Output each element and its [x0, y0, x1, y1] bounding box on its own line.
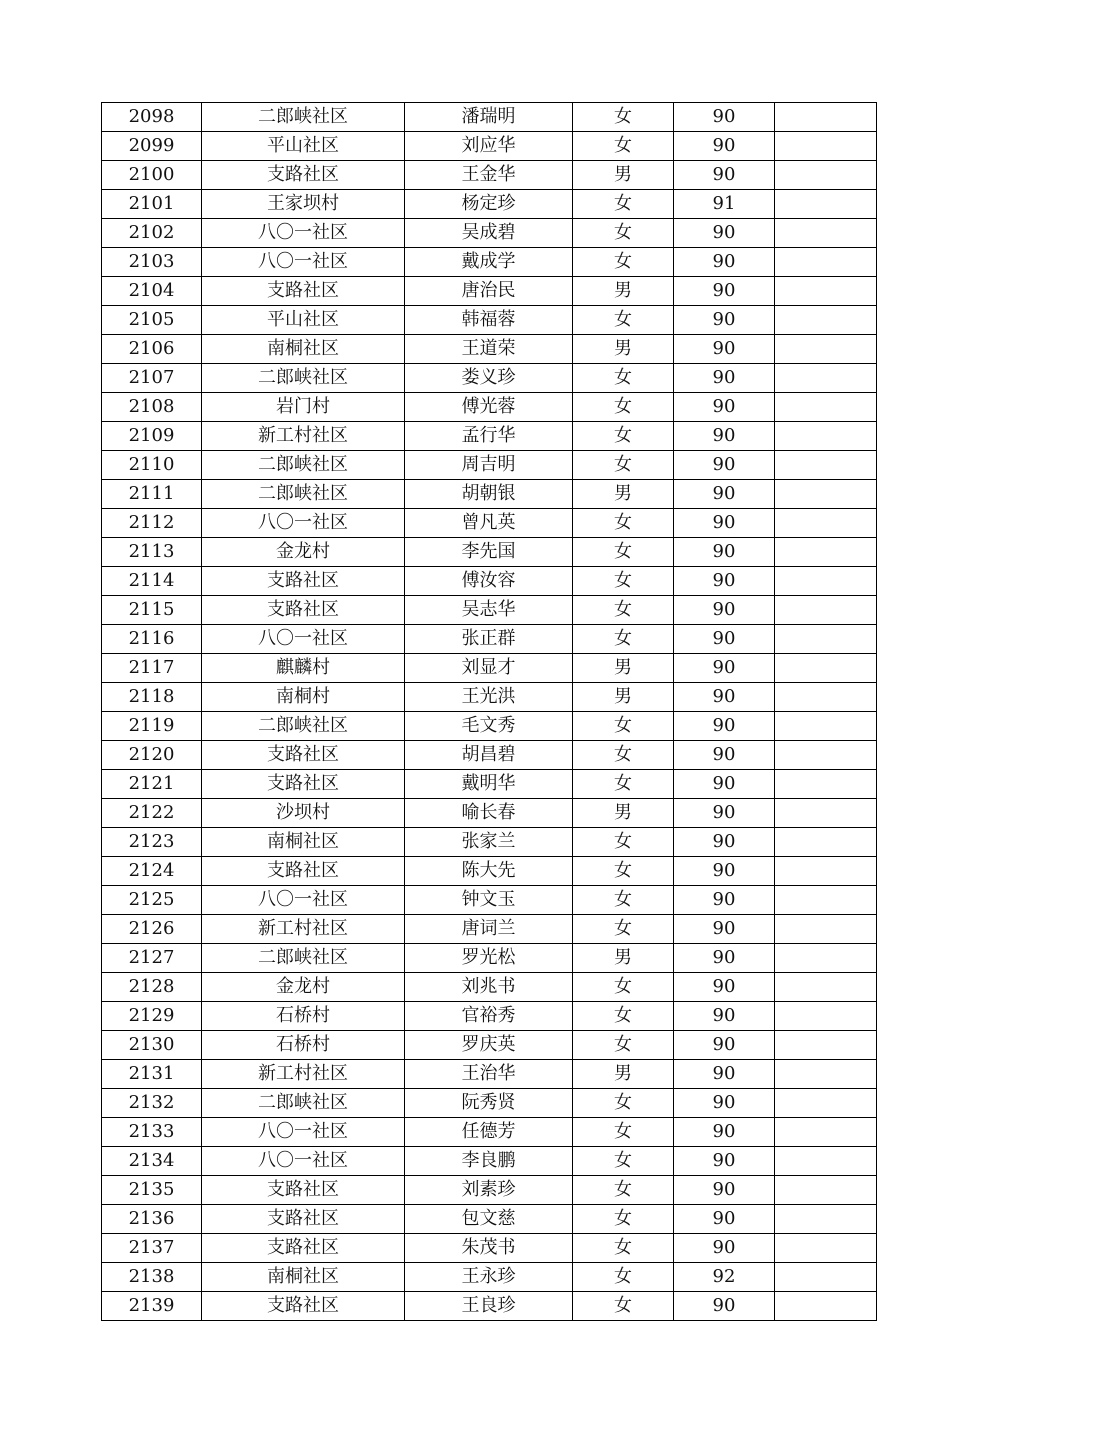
person-name-cell: 钟文玉: [405, 886, 573, 915]
table-row: [102, 1002, 877, 1031]
community-cell: 支路社区: [202, 1292, 405, 1321]
person-name-cell: 罗光松: [405, 944, 573, 973]
serial-number-cell: 2103: [102, 248, 202, 277]
remarks-cell: [775, 683, 877, 712]
serial-number-cell: 2130: [102, 1031, 202, 1060]
community-cell: 八〇一社区: [202, 1118, 405, 1147]
remarks-cell: [775, 103, 877, 132]
gender-cell: 女: [573, 509, 674, 538]
table-row: [102, 683, 877, 712]
community-cell: 岩门村: [202, 393, 405, 422]
table-row: [102, 190, 877, 219]
community-cell: 二郎峡社区: [202, 944, 405, 973]
person-name-cell: 胡朝银: [405, 480, 573, 509]
community-cell: 石桥村: [202, 1002, 405, 1031]
community-cell: 支路社区: [202, 1234, 405, 1263]
age-cell: 90: [674, 799, 775, 828]
age-cell: 90: [674, 596, 775, 625]
gender-cell: 女: [573, 364, 674, 393]
remarks-cell: [775, 857, 877, 886]
serial-number-cell: 2114: [102, 567, 202, 596]
age-cell: 90: [674, 654, 775, 683]
remarks-cell: [775, 1002, 877, 1031]
serial-number-cell: 2123: [102, 828, 202, 857]
remarks-cell: [775, 625, 877, 654]
age-cell: 90: [674, 828, 775, 857]
person-name-cell: 毛文秀: [405, 712, 573, 741]
serial-number-cell: 2099: [102, 132, 202, 161]
person-name-cell: 娄义珍: [405, 364, 573, 393]
serial-number-cell: 2113: [102, 538, 202, 567]
table-row: [102, 1234, 877, 1263]
gender-cell: 女: [573, 190, 674, 219]
age-cell: 90: [674, 886, 775, 915]
age-cell: 90: [674, 422, 775, 451]
remarks-cell: [775, 944, 877, 973]
serial-number-cell: 2115: [102, 596, 202, 625]
person-name-cell: 朱茂书: [405, 1234, 573, 1263]
person-name-cell: 周吉明: [405, 451, 573, 480]
community-cell: 支路社区: [202, 741, 405, 770]
person-name-cell: 李良鹏: [405, 1147, 573, 1176]
community-cell: 平山社区: [202, 132, 405, 161]
table-row: [102, 509, 877, 538]
age-cell: 90: [674, 480, 775, 509]
person-name-cell: 张家兰: [405, 828, 573, 857]
community-cell: 金龙村: [202, 973, 405, 1002]
table-row: [102, 1147, 877, 1176]
person-name-cell: 刘兆书: [405, 973, 573, 1002]
remarks-cell: [775, 1234, 877, 1263]
age-cell: 90: [674, 625, 775, 654]
age-cell: 90: [674, 509, 775, 538]
person-name-cell: 阮秀贤: [405, 1089, 573, 1118]
age-cell: 90: [674, 451, 775, 480]
gender-cell: 女: [573, 596, 674, 625]
serial-number-cell: 2134: [102, 1147, 202, 1176]
person-name-cell: 王道荣: [405, 335, 573, 364]
community-cell: 二郎峡社区: [202, 451, 405, 480]
person-name-cell: 王永珍: [405, 1263, 573, 1292]
remarks-cell: [775, 538, 877, 567]
gender-cell: 女: [573, 1031, 674, 1060]
age-cell: 90: [674, 712, 775, 741]
community-cell: 石桥村: [202, 1031, 405, 1060]
person-name-cell: 潘瑞明: [405, 103, 573, 132]
person-name-cell: 戴成学: [405, 248, 573, 277]
serial-number-cell: 2128: [102, 973, 202, 1002]
community-cell: 八〇一社区: [202, 248, 405, 277]
gender-cell: 女: [573, 712, 674, 741]
table-row: [102, 770, 877, 799]
gender-cell: 男: [573, 654, 674, 683]
remarks-cell: [775, 712, 877, 741]
remarks-cell: [775, 886, 877, 915]
serial-number-cell: 2104: [102, 277, 202, 306]
gender-cell: 男: [573, 1060, 674, 1089]
table-row: [102, 248, 877, 277]
serial-number-cell: 2119: [102, 712, 202, 741]
remarks-cell: [775, 509, 877, 538]
person-name-cell: 刘素珍: [405, 1176, 573, 1205]
serial-number-cell: 2137: [102, 1234, 202, 1263]
gender-cell: 女: [573, 1002, 674, 1031]
person-name-cell: 陈大先: [405, 857, 573, 886]
person-name-cell: 吴志华: [405, 596, 573, 625]
age-cell: 90: [674, 306, 775, 335]
age-cell: 90: [674, 915, 775, 944]
table-row: [102, 741, 877, 770]
age-cell: 92: [674, 1263, 775, 1292]
remarks-cell: [775, 1118, 877, 1147]
table-row: [102, 364, 877, 393]
community-cell: 支路社区: [202, 567, 405, 596]
remarks-cell: [775, 770, 877, 799]
community-cell: 新工村社区: [202, 422, 405, 451]
gender-cell: 女: [573, 1147, 674, 1176]
age-cell: 90: [674, 1176, 775, 1205]
age-cell: 90: [674, 277, 775, 306]
person-name-cell: 杨定珍: [405, 190, 573, 219]
person-name-cell: 韩福蓉: [405, 306, 573, 335]
community-cell: 八〇一社区: [202, 1147, 405, 1176]
person-name-cell: 喻长春: [405, 799, 573, 828]
gender-cell: 男: [573, 335, 674, 364]
serial-number-cell: 2107: [102, 364, 202, 393]
table-row: [102, 1263, 877, 1292]
age-cell: 90: [674, 335, 775, 364]
community-cell: 八〇一社区: [202, 219, 405, 248]
remarks-cell: [775, 480, 877, 509]
remarks-cell: [775, 596, 877, 625]
table-row: [102, 1089, 877, 1118]
age-cell: 90: [674, 1089, 775, 1118]
serial-number-cell: 2131: [102, 1060, 202, 1089]
table-row: [102, 277, 877, 306]
gender-cell: 女: [573, 741, 674, 770]
age-cell: 90: [674, 1118, 775, 1147]
table-row: [102, 596, 877, 625]
remarks-cell: [775, 335, 877, 364]
gender-cell: 女: [573, 915, 674, 944]
table-row: [102, 1031, 877, 1060]
remarks-cell: [775, 741, 877, 770]
gender-cell: 女: [573, 132, 674, 161]
gender-cell: 女: [573, 103, 674, 132]
remarks-cell: [775, 306, 877, 335]
age-cell: 90: [674, 1031, 775, 1060]
gender-cell: 女: [573, 567, 674, 596]
table-row: [102, 480, 877, 509]
table-row: [102, 799, 877, 828]
person-name-cell: 孟行华: [405, 422, 573, 451]
serial-number-cell: 2120: [102, 741, 202, 770]
community-cell: 麒麟村: [202, 654, 405, 683]
gender-cell: 男: [573, 944, 674, 973]
age-cell: 90: [674, 683, 775, 712]
serial-number-cell: 2109: [102, 422, 202, 451]
table-row: [102, 857, 877, 886]
table-row: [102, 886, 877, 915]
age-cell: 90: [674, 1002, 775, 1031]
person-name-cell: 李先国: [405, 538, 573, 567]
serial-number-cell: 2122: [102, 799, 202, 828]
remarks-cell: [775, 132, 877, 161]
gender-cell: 男: [573, 161, 674, 190]
serial-number-cell: 2098: [102, 103, 202, 132]
remarks-cell: [775, 1060, 877, 1089]
age-cell: 90: [674, 741, 775, 770]
gender-cell: 女: [573, 770, 674, 799]
gender-cell: 女: [573, 306, 674, 335]
age-cell: 90: [674, 538, 775, 567]
age-cell: 90: [674, 567, 775, 596]
table-row: [102, 335, 877, 364]
remarks-cell: [775, 1031, 877, 1060]
serial-number-cell: 2121: [102, 770, 202, 799]
age-cell: 90: [674, 1147, 775, 1176]
remarks-cell: [775, 828, 877, 857]
serial-number-cell: 2102: [102, 219, 202, 248]
gender-cell: 男: [573, 799, 674, 828]
gender-cell: 女: [573, 1263, 674, 1292]
remarks-cell: [775, 1147, 877, 1176]
table-row: [102, 422, 877, 451]
age-cell: 90: [674, 1234, 775, 1263]
community-cell: 二郎峡社区: [202, 103, 405, 132]
age-cell: 90: [674, 103, 775, 132]
gender-cell: 男: [573, 480, 674, 509]
gender-cell: 女: [573, 1205, 674, 1234]
remarks-cell: [775, 1205, 877, 1234]
roster-table: [101, 102, 877, 1321]
remarks-cell: [775, 654, 877, 683]
serial-number-cell: 2117: [102, 654, 202, 683]
table-row: [102, 567, 877, 596]
serial-number-cell: 2101: [102, 190, 202, 219]
community-cell: 沙坝村: [202, 799, 405, 828]
gender-cell: 女: [573, 886, 674, 915]
serial-number-cell: 2112: [102, 509, 202, 538]
table-row: [102, 1205, 877, 1234]
gender-cell: 女: [573, 857, 674, 886]
community-cell: 南桐社区: [202, 1263, 405, 1292]
remarks-cell: [775, 1089, 877, 1118]
gender-cell: 女: [573, 1176, 674, 1205]
person-name-cell: 王良珍: [405, 1292, 573, 1321]
community-cell: 八〇一社区: [202, 886, 405, 915]
gender-cell: 女: [573, 248, 674, 277]
table-row: [102, 103, 877, 132]
serial-number-cell: 2125: [102, 886, 202, 915]
person-name-cell: 唐治民: [405, 277, 573, 306]
age-cell: 90: [674, 393, 775, 422]
community-cell: 二郎峡社区: [202, 364, 405, 393]
table-row: [102, 625, 877, 654]
table-row: [102, 538, 877, 567]
serial-number-cell: 2124: [102, 857, 202, 886]
remarks-cell: [775, 799, 877, 828]
community-cell: 支路社区: [202, 1205, 405, 1234]
table-row: [102, 1118, 877, 1147]
community-cell: 八〇一社区: [202, 509, 405, 538]
serial-number-cell: 2105: [102, 306, 202, 335]
gender-cell: 男: [573, 277, 674, 306]
gender-cell: 女: [573, 973, 674, 1002]
age-cell: 90: [674, 219, 775, 248]
table-row: [102, 161, 877, 190]
community-cell: 支路社区: [202, 277, 405, 306]
community-cell: 新工村社区: [202, 1060, 405, 1089]
community-cell: 南桐社区: [202, 335, 405, 364]
age-cell: 90: [674, 248, 775, 277]
community-cell: 金龙村: [202, 538, 405, 567]
serial-number-cell: 2138: [102, 1263, 202, 1292]
community-cell: 支路社区: [202, 1176, 405, 1205]
table-row: [102, 944, 877, 973]
person-name-cell: 傅光蓉: [405, 393, 573, 422]
community-cell: 南桐社区: [202, 828, 405, 857]
person-name-cell: 张正群: [405, 625, 573, 654]
person-name-cell: 王治华: [405, 1060, 573, 1089]
table-row: [102, 219, 877, 248]
remarks-cell: [775, 1263, 877, 1292]
remarks-cell: [775, 567, 877, 596]
remarks-cell: [775, 277, 877, 306]
remarks-cell: [775, 1292, 877, 1321]
community-cell: 支路社区: [202, 770, 405, 799]
person-name-cell: 刘显才: [405, 654, 573, 683]
serial-number-cell: 2116: [102, 625, 202, 654]
gender-cell: 女: [573, 625, 674, 654]
serial-number-cell: 2126: [102, 915, 202, 944]
roster-table-body: [102, 103, 877, 1321]
person-name-cell: 包文慈: [405, 1205, 573, 1234]
age-cell: 90: [674, 1292, 775, 1321]
age-cell: 90: [674, 857, 775, 886]
serial-number-cell: 2135: [102, 1176, 202, 1205]
gender-cell: 女: [573, 1234, 674, 1263]
age-cell: 90: [674, 161, 775, 190]
community-cell: 支路社区: [202, 596, 405, 625]
age-cell: 91: [674, 190, 775, 219]
remarks-cell: [775, 161, 877, 190]
age-cell: 90: [674, 944, 775, 973]
remarks-cell: [775, 422, 877, 451]
person-name-cell: 戴明华: [405, 770, 573, 799]
serial-number-cell: 2136: [102, 1205, 202, 1234]
person-name-cell: 王金华: [405, 161, 573, 190]
table-row: [102, 1176, 877, 1205]
gender-cell: 女: [573, 393, 674, 422]
age-cell: 90: [674, 770, 775, 799]
gender-cell: 女: [573, 828, 674, 857]
serial-number-cell: 2129: [102, 1002, 202, 1031]
person-name-cell: 王光洪: [405, 683, 573, 712]
serial-number-cell: 2111: [102, 480, 202, 509]
gender-cell: 男: [573, 683, 674, 712]
community-cell: 南桐村: [202, 683, 405, 712]
table-row: [102, 306, 877, 335]
table-row: [102, 1292, 877, 1321]
person-name-cell: 官裕秀: [405, 1002, 573, 1031]
serial-number-cell: 2106: [102, 335, 202, 364]
serial-number-cell: 2139: [102, 1292, 202, 1321]
person-name-cell: 傅汝容: [405, 567, 573, 596]
remarks-cell: [775, 248, 877, 277]
table-row: [102, 132, 877, 161]
gender-cell: 女: [573, 1089, 674, 1118]
community-cell: 支路社区: [202, 857, 405, 886]
community-cell: 八〇一社区: [202, 625, 405, 654]
remarks-cell: [775, 973, 877, 1002]
person-name-cell: 刘应华: [405, 132, 573, 161]
serial-number-cell: 2118: [102, 683, 202, 712]
remarks-cell: [775, 364, 877, 393]
remarks-cell: [775, 219, 877, 248]
age-cell: 90: [674, 973, 775, 1002]
serial-number-cell: 2133: [102, 1118, 202, 1147]
community-cell: 支路社区: [202, 161, 405, 190]
gender-cell: 女: [573, 422, 674, 451]
person-name-cell: 吴成碧: [405, 219, 573, 248]
serial-number-cell: 2132: [102, 1089, 202, 1118]
community-cell: 平山社区: [202, 306, 405, 335]
table-row: [102, 451, 877, 480]
gender-cell: 女: [573, 451, 674, 480]
table-row: [102, 1060, 877, 1089]
age-cell: 90: [674, 1205, 775, 1234]
serial-number-cell: 2108: [102, 393, 202, 422]
person-name-cell: 任德芳: [405, 1118, 573, 1147]
table-row: [102, 393, 877, 422]
person-name-cell: 曾凡英: [405, 509, 573, 538]
remarks-cell: [775, 451, 877, 480]
serial-number-cell: 2127: [102, 944, 202, 973]
gender-cell: 女: [573, 1118, 674, 1147]
table-row: [102, 915, 877, 944]
serial-number-cell: 2100: [102, 161, 202, 190]
serial-number-cell: 2110: [102, 451, 202, 480]
person-name-cell: 罗庆英: [405, 1031, 573, 1060]
remarks-cell: [775, 1176, 877, 1205]
table-row: [102, 973, 877, 1002]
community-cell: 二郎峡社区: [202, 1089, 405, 1118]
community-cell: 二郎峡社区: [202, 712, 405, 741]
gender-cell: 女: [573, 219, 674, 248]
age-cell: 90: [674, 364, 775, 393]
gender-cell: 女: [573, 1292, 674, 1321]
remarks-cell: [775, 393, 877, 422]
gender-cell: 女: [573, 538, 674, 567]
person-name-cell: 胡昌碧: [405, 741, 573, 770]
table-row: [102, 828, 877, 857]
age-cell: 90: [674, 132, 775, 161]
person-name-cell: 唐词兰: [405, 915, 573, 944]
table-row: [102, 712, 877, 741]
age-cell: 90: [674, 1060, 775, 1089]
community-cell: 王家坝村: [202, 190, 405, 219]
community-cell: 二郎峡社区: [202, 480, 405, 509]
remarks-cell: [775, 915, 877, 944]
table-row: [102, 654, 877, 683]
community-cell: 新工村社区: [202, 915, 405, 944]
remarks-cell: [775, 190, 877, 219]
